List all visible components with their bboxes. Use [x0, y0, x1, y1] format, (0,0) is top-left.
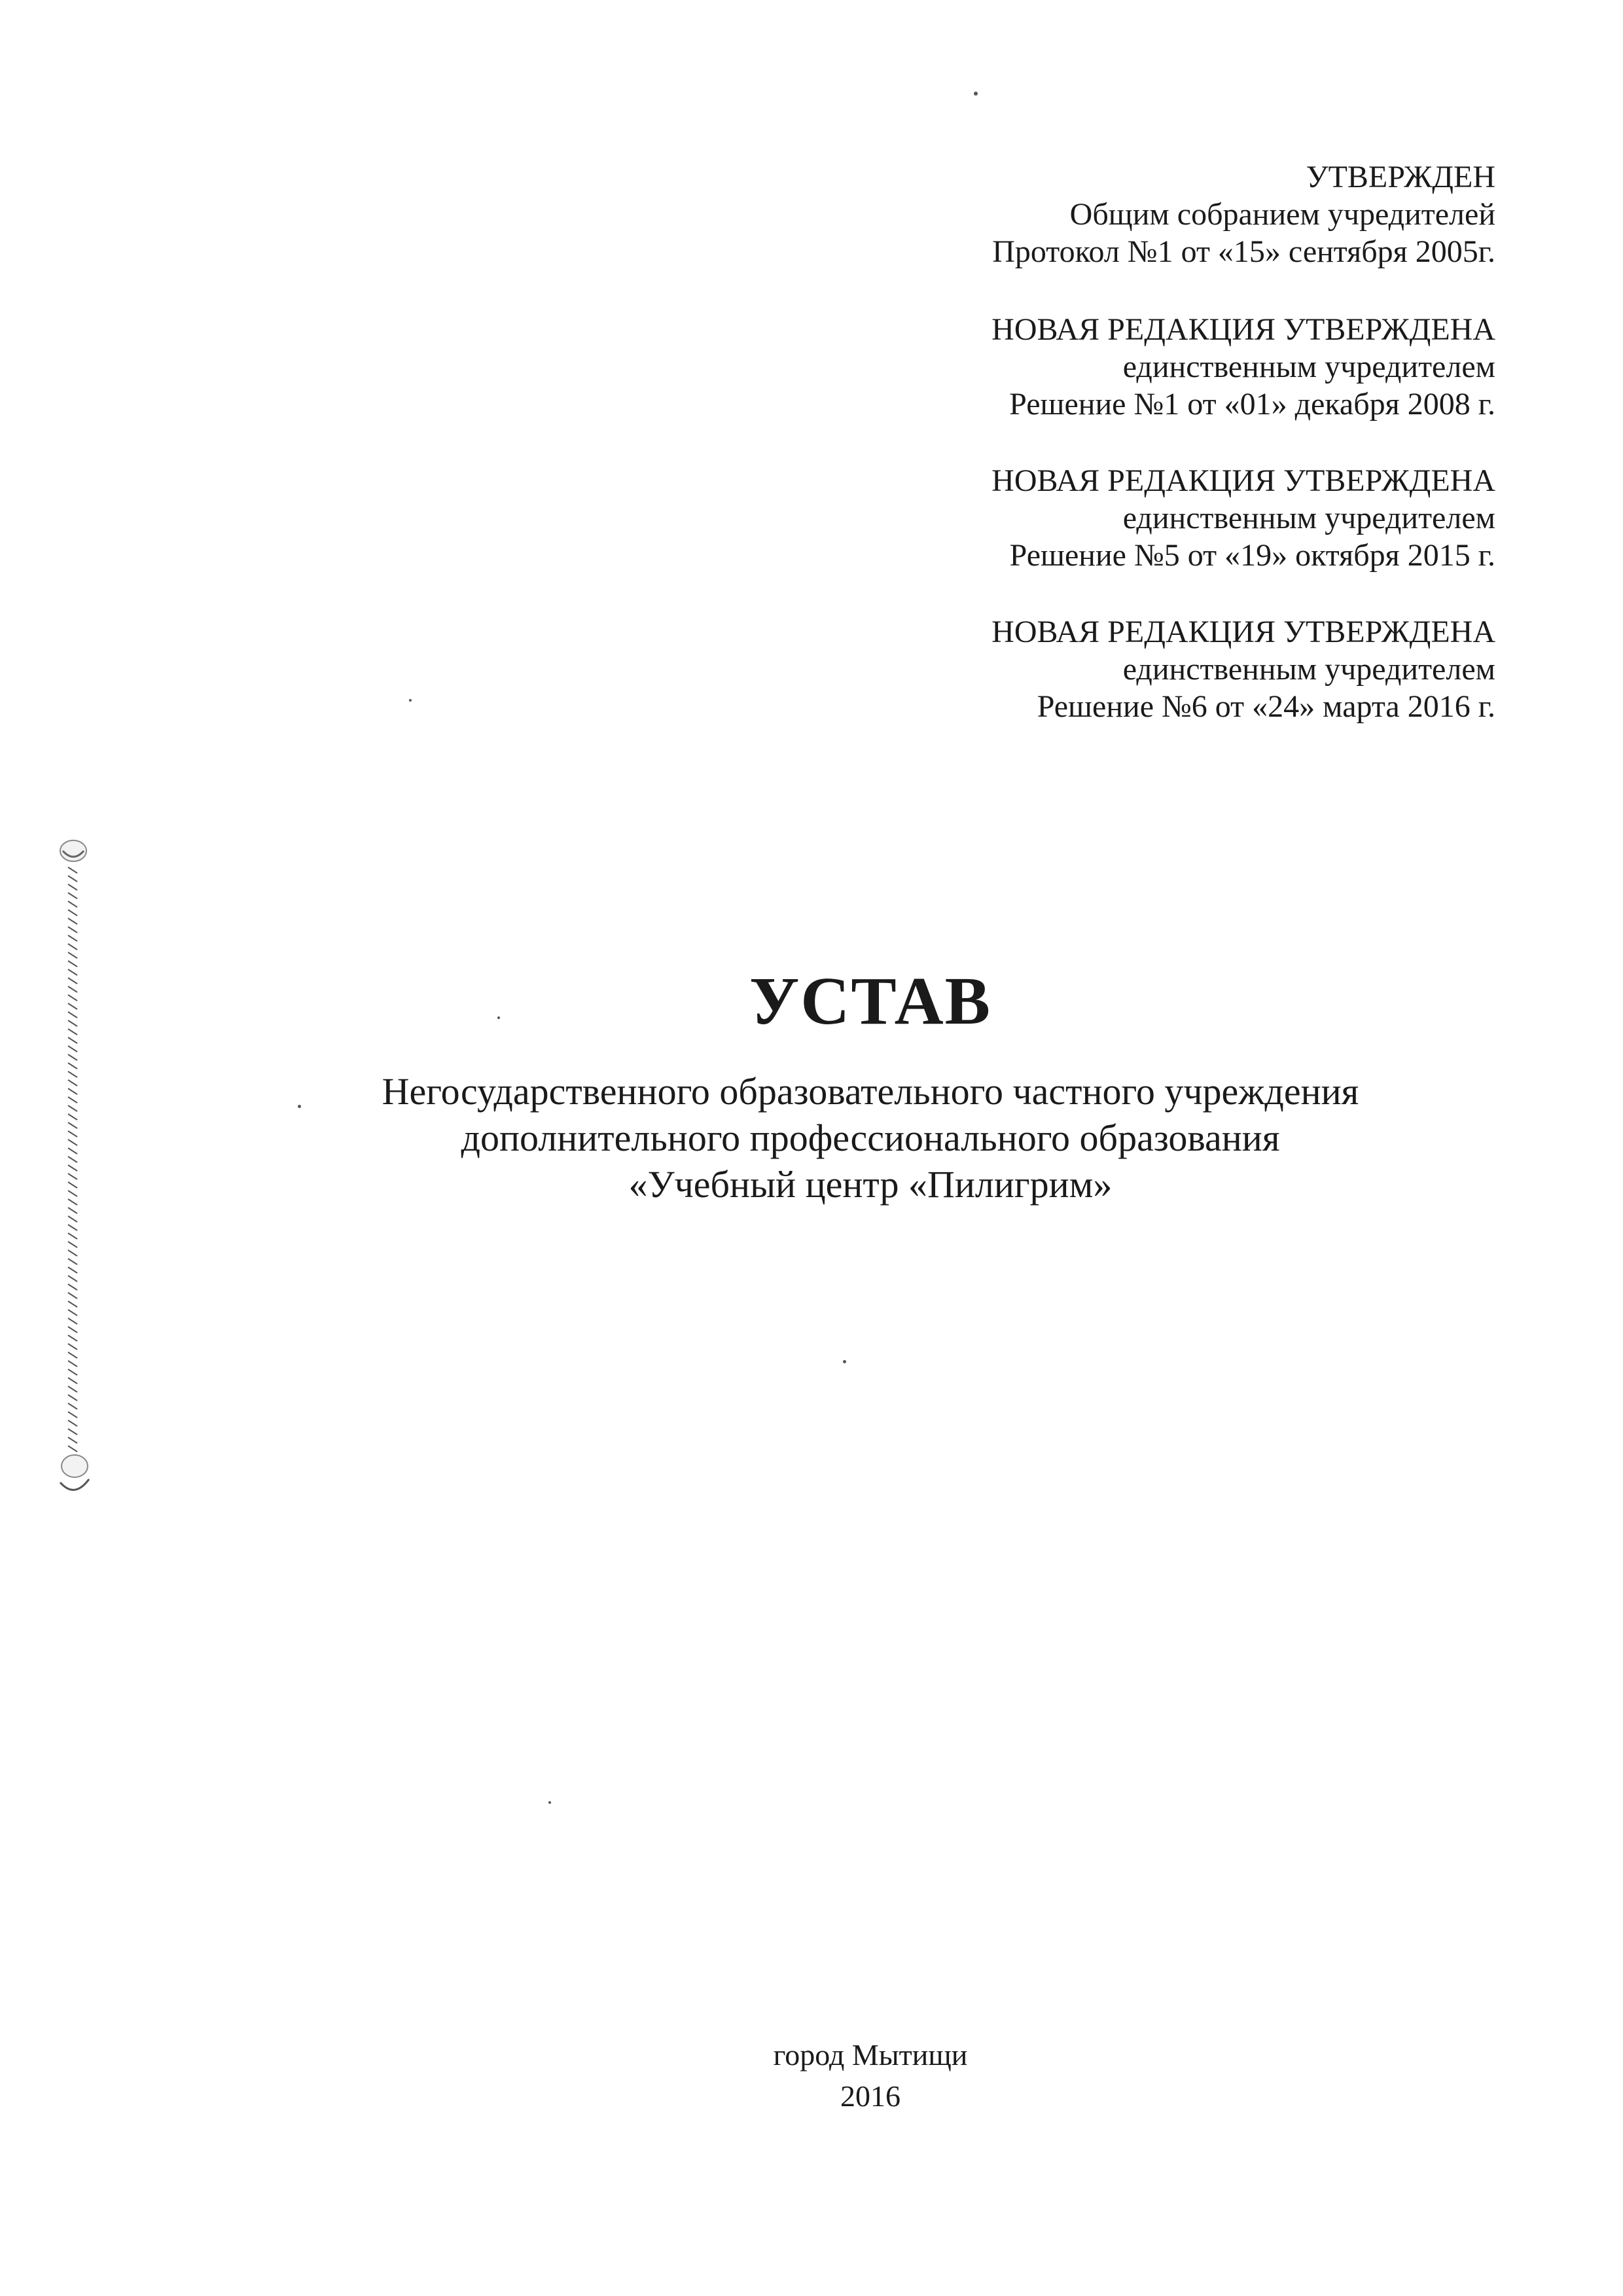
approval-block-charter	[710, 158, 1495, 270]
approval-heading: НОВАЯ РЕДАКЦИЯ УТВЕРЖДЕНА	[991, 463, 1495, 498]
approval-body: единственным учредителем	[1122, 350, 1495, 384]
cord-twist	[68, 935, 77, 941]
approval-heading: НОВАЯ РЕДАКЦИЯ УТВЕРЖДЕНА	[991, 312, 1495, 347]
cord-twist	[68, 1259, 77, 1265]
approval-heading: НОВАЯ РЕДАКЦИЯ УТВЕРЖДЕНА	[991, 615, 1495, 649]
scan-speck	[843, 1360, 846, 1363]
cord-twist	[68, 1191, 77, 1196]
approval-body: единственным учредителем	[1122, 652, 1495, 687]
cord-twist	[68, 884, 77, 890]
cord-twist	[68, 1157, 77, 1162]
binding-cord-icon	[51, 831, 97, 1505]
approval-body: единственным учредителем	[1122, 501, 1495, 535]
cord-twist	[68, 952, 77, 958]
cord-twist	[68, 1012, 77, 1018]
cord-twist	[68, 1225, 77, 1230]
organization-name-line: дополнительного профессионального образования	[461, 1117, 1280, 1159]
cord-twist	[68, 876, 77, 882]
cord-twist	[68, 1216, 77, 1222]
cord-twist	[68, 1412, 77, 1418]
cord-twist	[68, 1071, 77, 1077]
cord-twist	[68, 910, 77, 916]
cord-twist	[68, 944, 77, 950]
cord-twist	[68, 986, 77, 992]
scan-speck	[497, 1016, 500, 1019]
cord-twist	[68, 1165, 77, 1171]
cord-twist	[68, 1037, 77, 1043]
cord-twist	[68, 978, 77, 984]
cord-twist	[68, 1301, 77, 1307]
cord-twist	[68, 901, 77, 907]
cord-twist	[68, 1088, 77, 1094]
cord-twist	[68, 1046, 77, 1052]
document-title: УСТАВ	[749, 963, 992, 1039]
cord-twist	[68, 1446, 77, 1452]
cord-twist	[68, 1063, 77, 1069]
cord-twist	[68, 1378, 77, 1384]
cord-twist	[68, 1344, 77, 1350]
cord-twist	[68, 1267, 77, 1273]
cord-twist	[68, 893, 77, 899]
cord-twist	[68, 995, 77, 1001]
approval-reference: Протокол №1 от «15» сентября 2005г.	[992, 234, 1495, 269]
cord-twist	[68, 1208, 77, 1213]
approval-heading: УТВЕРЖДЕН	[1306, 160, 1495, 194]
cord-twist	[68, 1174, 77, 1179]
cord-twist	[68, 1369, 77, 1375]
organization-name-line: Негосударственного образовательного частного учреждения	[382, 1070, 1359, 1113]
cord-twist	[68, 1276, 77, 1282]
scan-speck	[298, 1105, 301, 1108]
cord-twist	[68, 1293, 77, 1299]
approval-reference: Решение №5 от «19» октября 2015 г.	[1009, 538, 1495, 573]
cord-twist	[68, 1003, 77, 1009]
cord-twist	[68, 1054, 77, 1060]
approval-body: Общим собранием учредителей	[1069, 197, 1495, 232]
cord-twist	[68, 927, 77, 933]
cord-twist	[68, 1114, 77, 1120]
document-footer	[0, 2034, 1623, 2117]
cord-twist	[68, 1148, 77, 1154]
cord-twist	[68, 1395, 77, 1401]
scan-speck	[409, 699, 412, 702]
cord-twist	[68, 1122, 77, 1128]
cord-twist	[68, 918, 77, 924]
cord-twist	[68, 1105, 77, 1111]
cord-twist	[68, 961, 77, 967]
approval-block-revision-2008	[710, 311, 1495, 423]
cord-twist	[68, 1097, 77, 1103]
cord-twist	[68, 1233, 77, 1239]
cord-twist	[68, 1182, 77, 1188]
cord-twist	[68, 1310, 77, 1316]
footer-year: 2016	[840, 2079, 901, 2113]
cord-twist	[68, 1139, 77, 1145]
cord-twist	[68, 1318, 77, 1324]
approval-reference: Решение №6 от «24» марта 2016 г.	[1037, 689, 1495, 724]
cord-twist	[68, 1284, 77, 1290]
cord-twist	[68, 1361, 77, 1367]
cord-twist	[68, 1403, 77, 1409]
cord-twist	[68, 1335, 77, 1341]
cord-twist	[68, 1029, 77, 1035]
scan-speck	[548, 1801, 551, 1804]
cord-twist	[68, 969, 77, 975]
cord-twist	[68, 1199, 77, 1205]
approval-block-revision-2016	[710, 613, 1495, 725]
cord-twist	[68, 1020, 77, 1026]
cord-twist	[68, 1420, 77, 1426]
footer-city: город Мытищи	[773, 2038, 968, 2072]
scan-speck	[974, 92, 978, 96]
cord-twist	[68, 1352, 77, 1358]
cord-twist	[68, 1080, 77, 1086]
approval-reference: Решение №1 от «01» декабря 2008 г.	[1009, 387, 1495, 422]
approval-block-revision-2015	[710, 462, 1495, 574]
cord-twist	[68, 867, 77, 873]
cord-twist	[68, 1242, 77, 1247]
organization-name	[0, 1068, 1623, 1208]
cord-twist	[68, 1437, 77, 1443]
cord-twist	[68, 1429, 77, 1435]
cord-twist	[68, 1131, 77, 1137]
cord-twist	[68, 1327, 77, 1333]
cord-twist	[68, 1386, 77, 1392]
organization-name-line: «Учебный центр «Пилигрим»	[628, 1163, 1113, 1206]
cord-twist	[68, 1250, 77, 1256]
